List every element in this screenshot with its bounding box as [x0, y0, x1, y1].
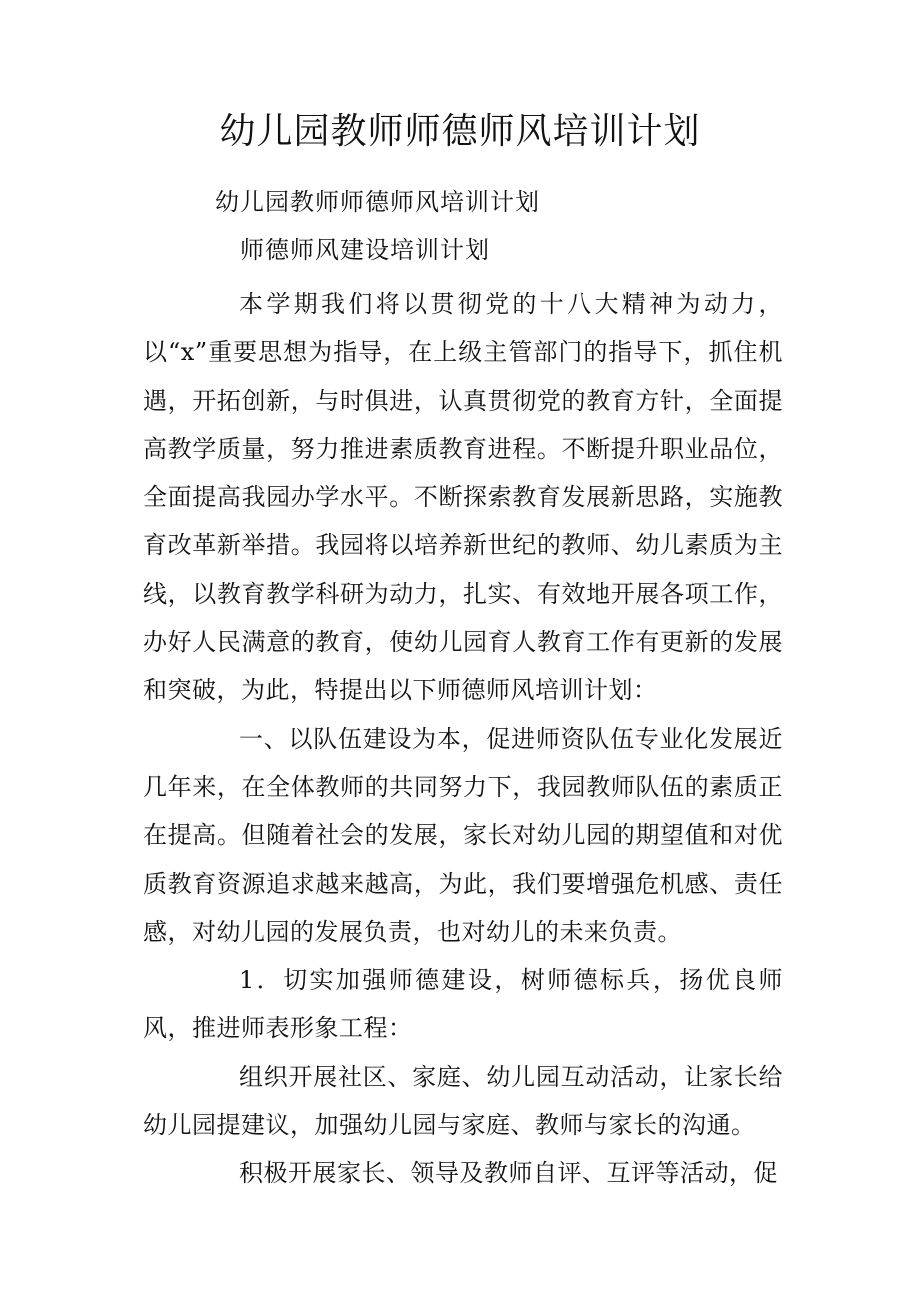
paragraph-item-1: 1．切实加强师德建设，树师德标兵，扬优良师风，推进师表形象工程：	[143, 966, 783, 1043]
document-subtitle: 幼儿园教师师德师风培训计划	[215, 188, 540, 216]
paragraph-evaluation: 积极开展家长、领导及教师自评、互评等活动，促	[239, 1159, 778, 1188]
document-body	[143, 280, 783, 1198]
section-heading: 师德师风建设培训计划	[240, 236, 490, 264]
page-title: 幼儿园教师师德师风培训计划	[219, 111, 701, 152]
paragraph-community-activities: 组织开展社区、家庭、幼儿园互动活动，让家长给幼儿园提建议，加强幼儿园与家庭、教师与家长的沟通。	[143, 1062, 783, 1140]
paragraph-team-building: 一、以队伍建设为本，促进师资队伍专业化发展近几年来，在全体教师的共同努力下，我园教师队伍的素质正在提高。但随着社会的发展，家长对幼儿园的期望值和对优质教育资源追求越来越高，为此，我们要增强危机感、责任感，对幼儿园的发展负责，也对幼儿的未来负责。	[143, 724, 783, 946]
paragraph-intro: 本学期我们将以贯彻党的十八大精神为动力，以“x”重要思想为指导，在上级主管部门的指导下，抓住机遇，开拓创新，与时俱进，认真贯彻党的教育方针，全面提高教学质量，努力推进素质教育进程。不断提升职业品位，全面提高我园办学水平。不断探索教育发展新思路，实施教育改革新举措。我园将以培养新世纪的教师、幼儿素质为主线，以教育教学科研为动力，扎实、有效地开展各项工作，办好人民满意的教育，使幼儿园育人教育工作有更新的发展和突破，为此，特提出以下师德师风培训计划：	[143, 290, 783, 705]
